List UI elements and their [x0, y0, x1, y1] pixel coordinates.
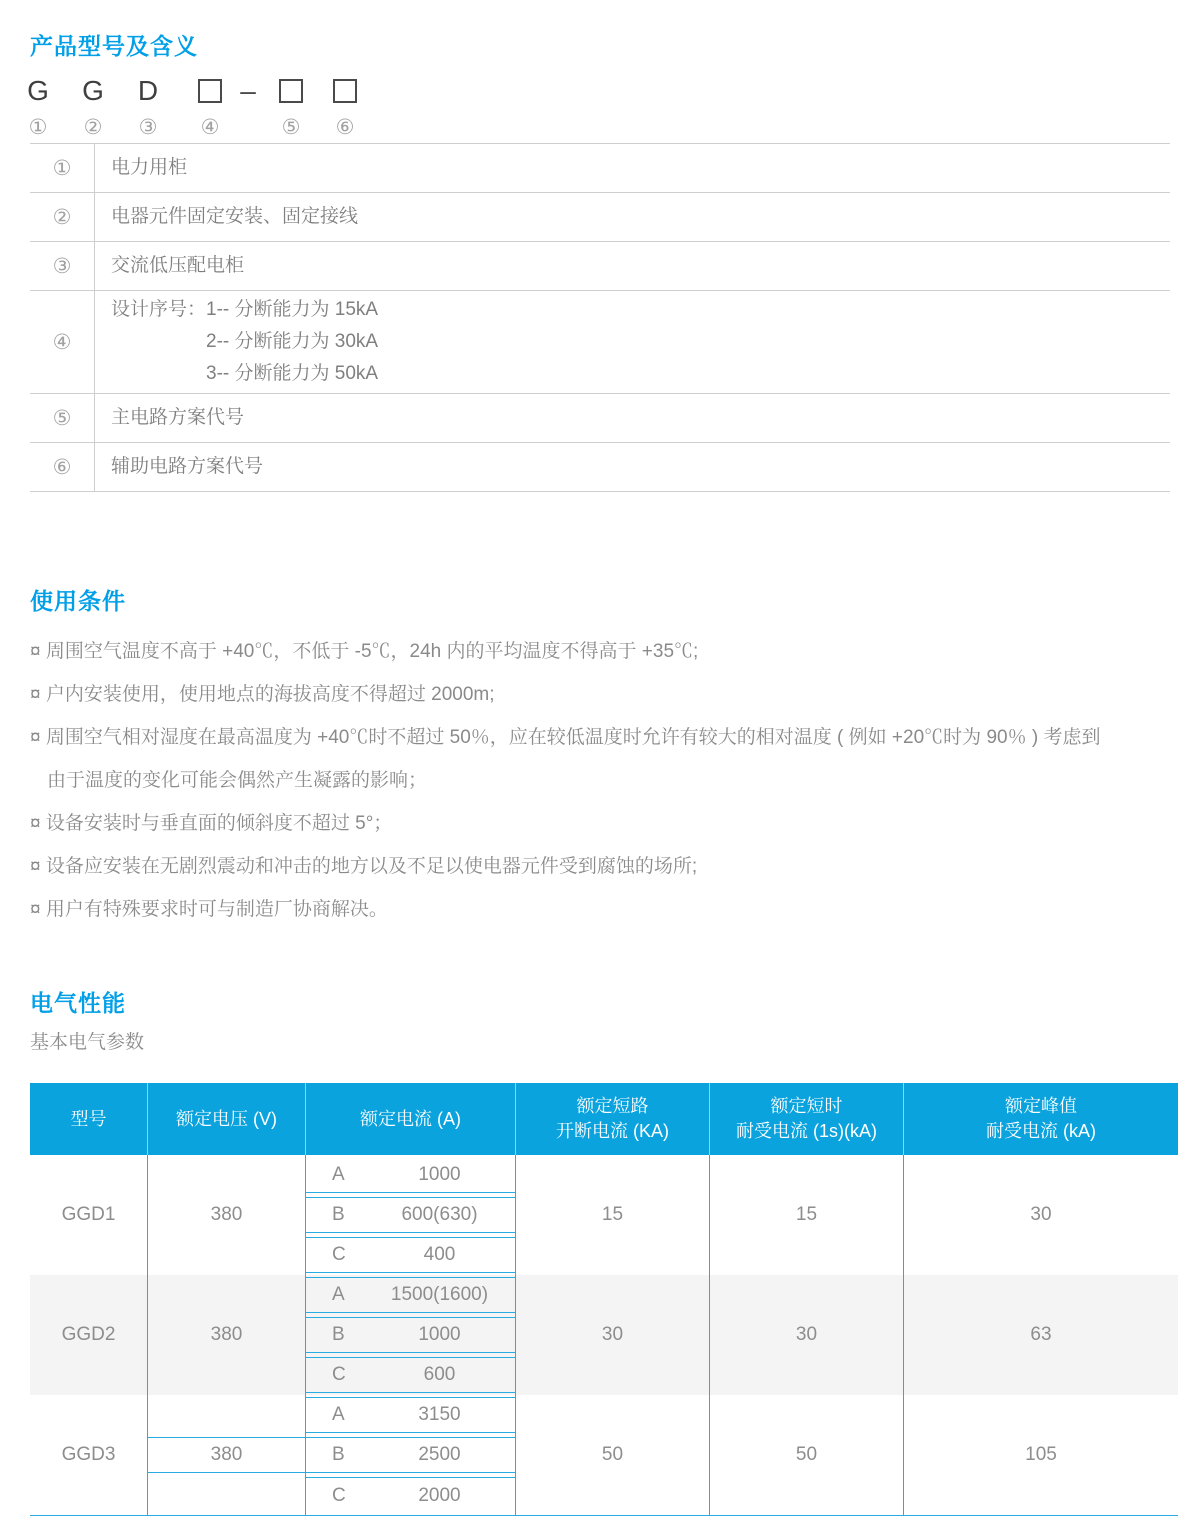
meaning-table-row [30, 394, 1170, 443]
meaning-row-text [95, 193, 1170, 241]
usage-condition-line: ¤ 用户有特殊要求时可与制造厂协商解决。 [30, 899, 388, 920]
model-code-symbol [82, 72, 104, 140]
model-code-symbol [138, 72, 158, 140]
usage-condition-line: 由于温度的变化可能会偶然产生凝露的影响； [47, 770, 428, 791]
usage-condition-line: ¤ 周围空气相对湿度在最高温度为 +40℃时不超过 50％，应在较低温度时允许有较大的相对温度 ( 例如 +20℃时为 90％ ) 考虑到 [30, 727, 1101, 748]
spec-header-line: 额定电流 (A) [360, 1108, 461, 1129]
meaning-row-number: ⑤ [30, 394, 95, 442]
spec-current-subcell [306, 1157, 515, 1193]
spec-row-GGD1 [30, 1155, 1178, 1275]
model-code-circled-number: ③ [138, 116, 158, 139]
meaning-row-line: 设计序号：1-- 分断能力为 15kA [111, 299, 379, 320]
spec-current-subcell [306, 1437, 515, 1473]
meaning-row-text [95, 242, 1170, 290]
meaning-row-line: 3-- 分断能力为 50kA [206, 363, 379, 384]
model-code-letter: D [137, 75, 159, 106]
meaning-row-line: 电力用柜 [111, 157, 188, 178]
spec-header-line: 耐受电流 (kA) [986, 1121, 1096, 1141]
spec-table-body [30, 1155, 1178, 1516]
spec-current-grade: C [332, 1484, 346, 1506]
spec-current-cell [306, 1155, 516, 1275]
meaning-table-row [30, 242, 1170, 291]
spec-current-value: 1000 [418, 1163, 461, 1185]
model-code-box-icon [333, 79, 357, 103]
model-code-circled-number: ① [28, 116, 48, 139]
spec-header-line: 额定电压 (V) [176, 1108, 277, 1129]
spec-header-line: 耐受电流 (1s)(kA) [736, 1121, 877, 1141]
spec-breaking-current-cell: 30 [516, 1275, 710, 1395]
spec-table-header [30, 1083, 1178, 1155]
spec-current-value: 600(630) [401, 1204, 478, 1225]
usage-condition-line: ¤ 户内安装使用，使用地点的海拔高度不得超过 2000m; [30, 684, 495, 705]
spec-current-subcell [306, 1357, 515, 1393]
model-code-circled-number: ② [83, 116, 103, 139]
meaning-table-row [30, 291, 1170, 394]
model-code-symbol [333, 72, 357, 140]
model-code-symbol [198, 72, 222, 140]
spec-current-value: 600 [423, 1364, 456, 1385]
usage-conditions-list [30, 628, 1170, 929]
spec-header-line: 开断电流 (KA) [555, 1121, 669, 1141]
spec-current-subcell [306, 1397, 515, 1433]
spec-header-cell [148, 1083, 306, 1155]
spec-voltage-subcell: 380 [148, 1437, 305, 1473]
spec-current-value: 2000 [418, 1484, 461, 1506]
spec-current-grade: C [332, 1364, 346, 1385]
spec-header-cell [30, 1083, 148, 1155]
meaning-row-line: 辅助电路方案代号 [111, 456, 264, 477]
model-code-letter: G [82, 75, 104, 106]
spec-current-grade: B [332, 1444, 345, 1465]
spec-current-grade: A [332, 1284, 345, 1305]
spec-header-cell [306, 1083, 516, 1155]
spec-current-grade: A [332, 1163, 345, 1185]
usage-condition-line: ¤ 设备安装时与垂直面的倾斜度不超过 5°； [30, 813, 393, 834]
meaning-row-text [95, 291, 1170, 393]
model-code-letter: G [27, 75, 49, 106]
meaning-row-number: ③ [30, 242, 95, 290]
model-code-circled-number: ⑤ [281, 116, 301, 139]
spec-current-value: 1000 [418, 1324, 461, 1345]
spec-voltage-subcell [148, 1397, 305, 1433]
spec-header-line: 额定短时 [770, 1096, 843, 1116]
meaning-row-number: ⑥ [30, 443, 95, 491]
model-code-dash: – [240, 75, 256, 106]
section-title-usage-conditions: 使用条件 [30, 588, 126, 614]
spec-header-line: 额定峰值 [1005, 1096, 1077, 1116]
spec-voltage-subcell [148, 1477, 305, 1513]
spec-current-grade: A [332, 1404, 345, 1425]
meaning-row-text [95, 144, 1170, 192]
meaning-row-line: 主电路方案代号 [111, 407, 245, 428]
usage-condition-line: ¤ 周围空气温度不高于 +40℃，不低于 -5℃，24h 内的平均温度不得高于 +35℃; [30, 641, 699, 662]
spec-model-cell: GGD1 [30, 1155, 148, 1275]
model-code-box-icon [198, 79, 222, 103]
spec-row-GGD2 [30, 1275, 1178, 1395]
meaning-row-line: 2-- 分断能力为 30kA [206, 331, 379, 352]
spec-breaking-current-cell: 15 [516, 1155, 710, 1275]
spec-current-cell [306, 1395, 516, 1515]
meaning-row-line: 电器元件固定安装、固定接线 [111, 206, 359, 227]
spec-current-subcell [306, 1477, 515, 1513]
spec-model-cell: GGD3 [30, 1395, 148, 1515]
spec-model-cell: GGD2 [30, 1275, 148, 1395]
meaning-row-line: 交流低压配电柜 [111, 255, 245, 276]
spec-peak-current-cell: 105 [1025, 1444, 1057, 1465]
spec-header-cell [710, 1083, 904, 1155]
spec-current-cell [306, 1275, 516, 1395]
model-code-symbol [240, 72, 256, 110]
meaning-row-number: ② [30, 193, 95, 241]
spec-current-subcell [306, 1277, 515, 1313]
spec-current-grade: B [332, 1324, 345, 1345]
spec-voltage-cell [148, 1395, 306, 1515]
spec-breaking-current-cell: 50 [516, 1395, 710, 1515]
meaning-row-number: ④ [30, 291, 95, 393]
spec-current-grade: C [332, 1244, 346, 1265]
usage-condition-line: ¤ 设备应安装在无剧烈震动和冲击的地方以及不足以使电器元件受到腐蚀的场所; [30, 856, 698, 877]
spec-current-value: 3150 [418, 1404, 461, 1425]
meaning-table-row [30, 443, 1170, 492]
spec-current-subcell [306, 1197, 515, 1233]
spec-current-subcell [306, 1237, 515, 1273]
spec-current-value: 1500(1600) [390, 1284, 489, 1305]
model-code-circled-number: ⑥ [335, 116, 355, 139]
spec-voltage-cell: 380 [148, 1275, 306, 1395]
meaning-table-row [30, 143, 1170, 193]
spec-withstand-current-cell: 15 [710, 1155, 904, 1275]
spec-voltage-cell: 380 [148, 1155, 306, 1275]
model-code-row [0, 72, 1200, 142]
spec-current-grade: B [332, 1204, 345, 1225]
model-meaning-table [30, 143, 1170, 492]
spec-current-value: 400 [423, 1244, 456, 1265]
spec-withstand-current-cell: 30 [710, 1275, 904, 1395]
spec-peak-current-cell: 30 [1030, 1204, 1052, 1225]
spec-header-line: 型号 [70, 1108, 107, 1129]
model-code-symbol [279, 72, 303, 140]
spec-peak-current-cell: 63 [1030, 1324, 1052, 1345]
spec-header-cell [904, 1083, 1178, 1155]
spec-current-value: 2500 [418, 1444, 461, 1465]
meaning-row-number: ① [30, 144, 95, 192]
spec-table-subtitle: 基本电气参数 [30, 1032, 145, 1053]
model-code-symbol [27, 72, 49, 140]
meaning-row-text [95, 394, 1170, 442]
spec-current-subcell [306, 1317, 515, 1353]
section-title-electrical-performance: 电气性能 [30, 990, 126, 1016]
spec-header-cell [516, 1083, 710, 1155]
section-title-product-model: 产品型号及含义 [30, 33, 198, 59]
model-code-box-icon [279, 79, 303, 103]
spec-withstand-current-cell: 50 [710, 1395, 904, 1515]
model-code-circled-number: ④ [200, 116, 220, 139]
meaning-table-row [30, 193, 1170, 242]
meaning-row-text [95, 443, 1170, 491]
spec-table [30, 1083, 1178, 1516]
spec-row-GGD3 [30, 1395, 1178, 1515]
spec-header-line: 额定短路 [576, 1096, 649, 1116]
